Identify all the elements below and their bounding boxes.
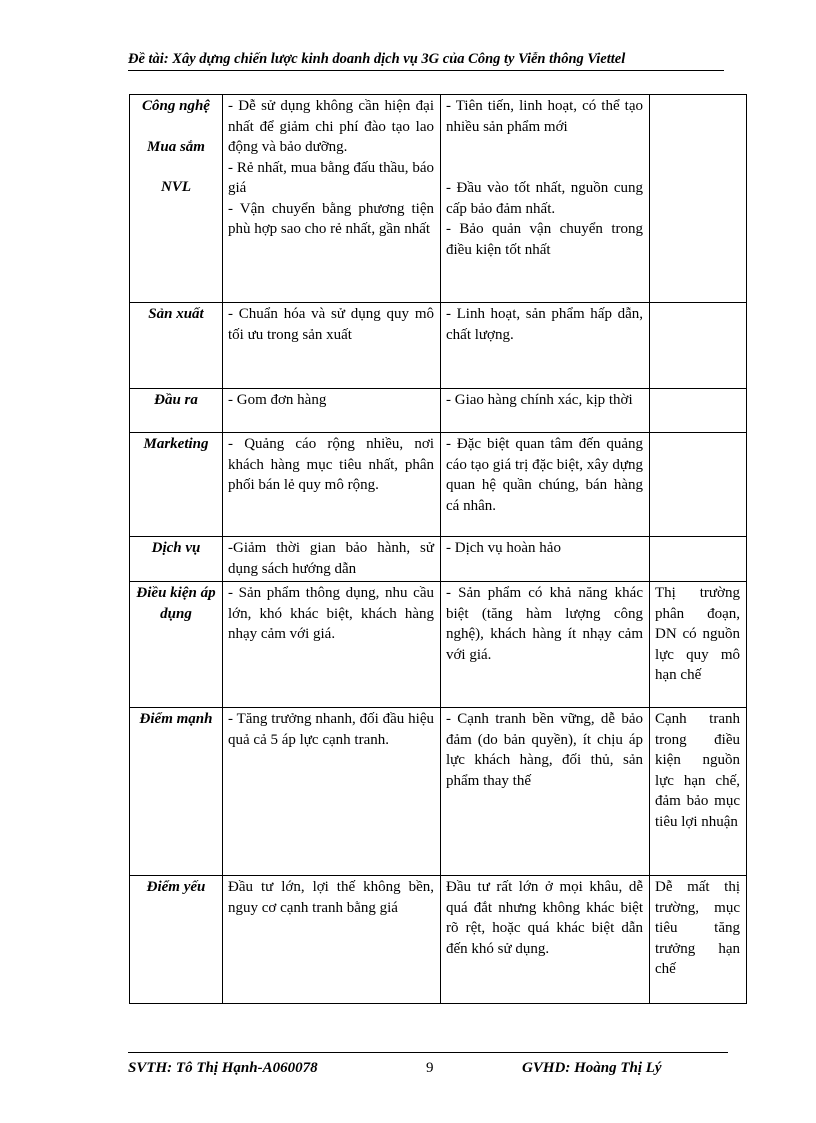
cell-text: - Bảo quản vận chuyển trong điều kiện tốt nhất bbox=[446, 221, 643, 258]
table-cell: - Sản phẩm có khả năng khác biệt (tăng hàm lượng công nghệ), khách hàng ít nhạy cảm với giá. bbox=[441, 582, 650, 708]
table-cell: Đầu tư lớn, lợi thế không bền, nguy cơ cạnh tranh bằng giá bbox=[223, 876, 441, 1004]
table-row bbox=[130, 95, 747, 303]
row-label: Marketing bbox=[130, 433, 223, 537]
table-row bbox=[130, 708, 747, 876]
row-label: Điểm mạnh bbox=[130, 708, 223, 876]
student-info: SVTH: Tô Thị Hạnh-A060078 bbox=[128, 1060, 318, 1076]
document-footer bbox=[128, 1052, 728, 1081]
table-cell: Dễ mất thị trường, mục tiêu tăng trưởng hạn chế bbox=[650, 876, 747, 1004]
table-cell: - Tăng trưởng nhanh, đối đầu hiệu quả cả 5 áp lực cạnh tranh. bbox=[223, 708, 441, 876]
row-label-text: Công nghệ bbox=[142, 98, 210, 114]
cell-text: - Dễ sử dụng không cần hiện đại nhất để giảm chi phí đào tạo lao động và bảo dưỡng. bbox=[228, 98, 434, 155]
document-header: Đề tài: Xây dựng chiến lược kinh doanh dịch vụ 3G của Công ty Viễn thông Viettel bbox=[128, 48, 724, 71]
row-label: Điểm yếu bbox=[130, 876, 223, 1004]
row-label: Đầu ra bbox=[130, 389, 223, 433]
table-row bbox=[130, 389, 747, 433]
table-row bbox=[130, 582, 747, 708]
cell-text: - Tiên tiến, linh hoạt, có thể tạo nhiều sản phẩm mới bbox=[446, 98, 643, 135]
table-cell: - Sản phẩm thông dụng, nhu cầu lớn, khó khác biệt, khách hàng nhạy cảm với giá. bbox=[223, 582, 441, 708]
cell-text: - Vận chuyển bằng phương tiện phù hợp sao cho rẻ nhất, gần nhất bbox=[228, 200, 434, 237]
row-label: Điều kiện áp dụng bbox=[130, 582, 223, 708]
table-cell bbox=[441, 95, 650, 303]
row-label: Dịch vụ bbox=[130, 537, 223, 582]
row-label-text: Mua sắm bbox=[147, 138, 205, 155]
table-cell: -Giảm thời gian bảo hành, sử dụng sách hướng dẫn bbox=[223, 537, 441, 582]
table-cell: Thị trường phân đoạn, DN có nguồn lực quy mô hạn chế bbox=[650, 582, 747, 708]
table-cell bbox=[650, 95, 747, 303]
table-cell bbox=[650, 389, 747, 433]
table-cell: - Giao hàng chính xác, kịp thời bbox=[441, 389, 650, 433]
table-cell: - Chuẩn hóa và sử dụng quy mô tối ưu trong sản xuất bbox=[223, 303, 441, 389]
table-cell: - Cạnh tranh bền vững, dễ bảo đảm (do bản quyền), ít chịu áp lực khách hàng, đối thủ, sản phẩm thay thế bbox=[441, 708, 650, 876]
row-label bbox=[130, 95, 223, 303]
table-cell: - Quảng cáo rộng nhiều, nơi khách hàng mục tiêu nhất, phân phối bán lẻ quy mô rộng. bbox=[223, 433, 441, 537]
cell-text: - Rẻ nhất, mua bằng đấu thầu, báo giá bbox=[228, 159, 434, 196]
table-row bbox=[130, 876, 747, 1004]
table-cell: - Gom đơn hàng bbox=[223, 389, 441, 433]
table-row bbox=[130, 433, 747, 537]
table-cell: Cạnh tranh trong điều kiện nguồn lực hạn chế, đảm bảo mục tiêu lợi nhuận bbox=[650, 708, 747, 876]
table-cell bbox=[650, 303, 747, 389]
table-cell: Đầu tư rất lớn ở mọi khâu, dễ quá đắt nhưng không khác biệt rõ rệt, hoặc quá khác biệt dẫn đến khó sử dụng. bbox=[441, 876, 650, 1004]
advisor-info: GVHD: Hoàng Thị Lý bbox=[522, 1060, 662, 1076]
table-cell bbox=[650, 537, 747, 582]
table-cell: - Dịch vụ hoàn hảo bbox=[441, 537, 650, 582]
row-label-text: NVL bbox=[161, 179, 191, 195]
cell-text: - Đầu vào tốt nhất, nguồn cung cấp bảo đảm nhất. bbox=[446, 180, 643, 217]
table-cell: - Đặc biệt quan tâm đến quảng cáo tạo giá trị đặc biệt, xây dựng quan hệ quần chúng, bán hàng cá nhân. bbox=[441, 433, 650, 537]
table-cell bbox=[223, 95, 441, 303]
page-number: 9 bbox=[426, 1060, 434, 1076]
table-cell bbox=[650, 433, 747, 537]
table-cell: - Linh hoạt, sản phẩm hấp dẫn, chất lượng. bbox=[441, 303, 650, 389]
table-row bbox=[130, 537, 747, 582]
table-row bbox=[130, 303, 747, 389]
row-label: Sản xuất bbox=[130, 303, 223, 389]
strategy-comparison-table bbox=[129, 94, 747, 1004]
